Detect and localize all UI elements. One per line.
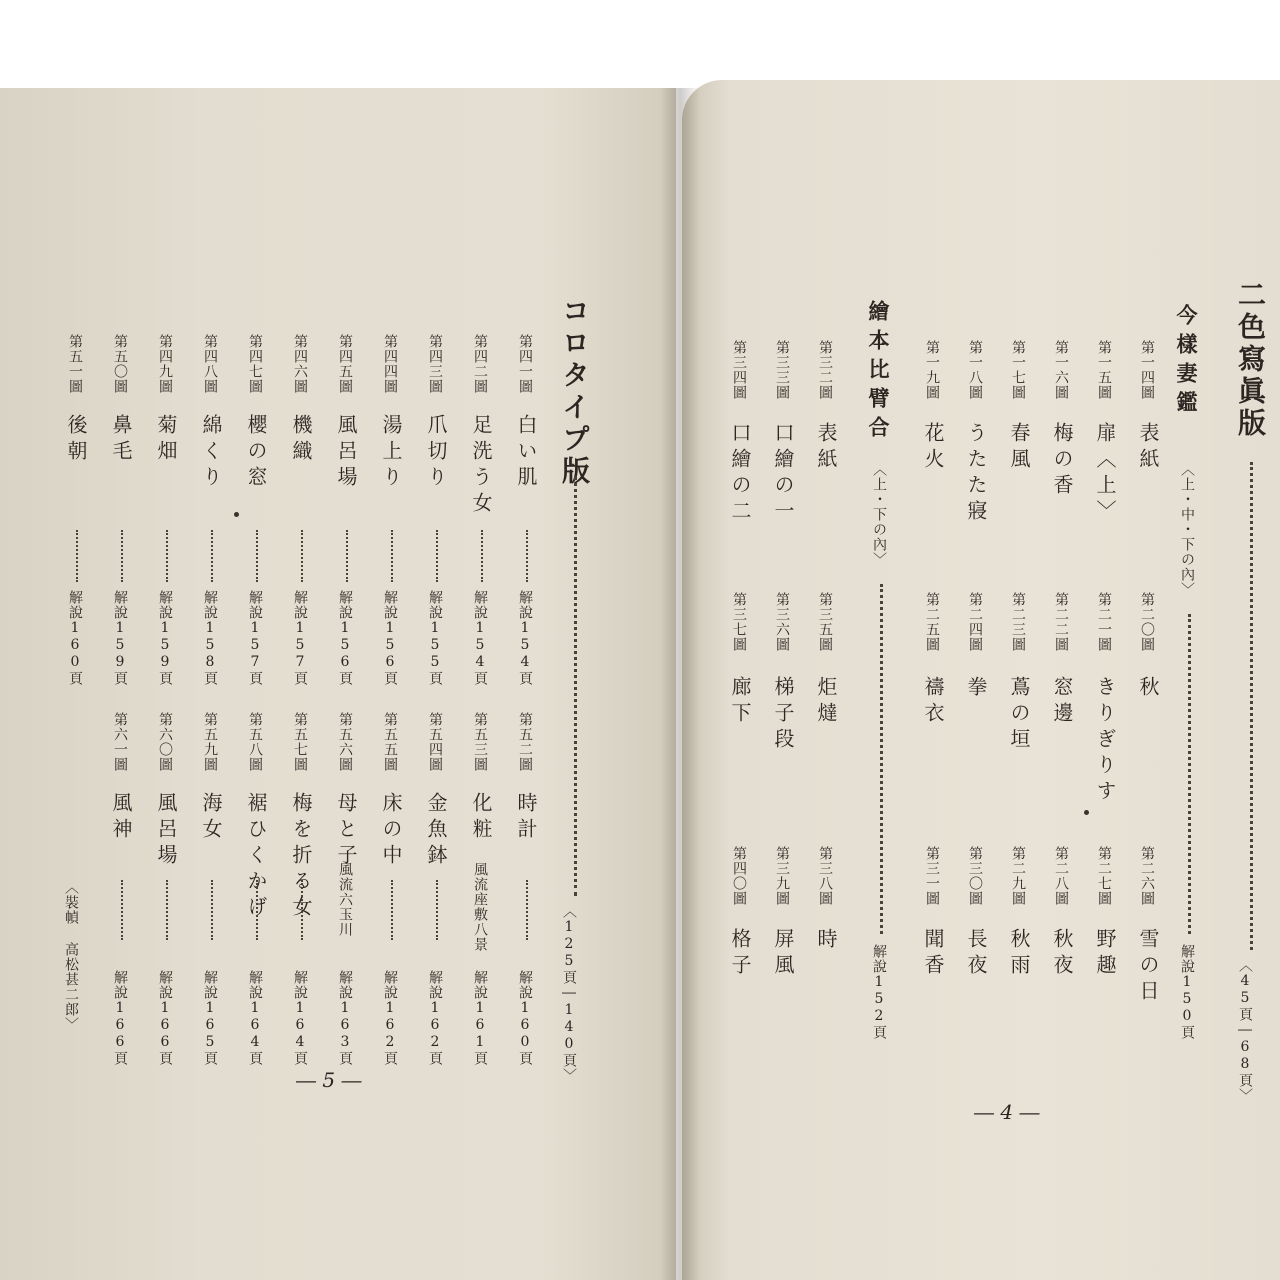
figure-number: 第四四圖 bbox=[382, 334, 398, 394]
figure-number: 第五一圖 bbox=[67, 334, 83, 394]
right-heading-range: 〈45頁―68頁〉 bbox=[1237, 958, 1253, 1103]
entry-title: 裾ひくかげ bbox=[244, 792, 268, 922]
left-heading-range: 〈125頁―140頁〉 bbox=[561, 904, 577, 1083]
section2-leader bbox=[880, 584, 883, 934]
entry-title: きりぎりす bbox=[1093, 676, 1117, 806]
figure-number: 第五九圖 bbox=[202, 712, 218, 772]
entry-title: 長夜 bbox=[964, 928, 988, 980]
figure-number: 第二二圖 bbox=[1053, 592, 1069, 652]
entry-title: 綿くり bbox=[199, 414, 223, 492]
entry-title: 禱衣 bbox=[921, 676, 945, 728]
entry-leader bbox=[301, 530, 303, 582]
entry-leader bbox=[166, 880, 168, 940]
figure-number: 第五二圖 bbox=[517, 712, 533, 772]
figure-number: 第五六圖 bbox=[337, 712, 353, 772]
section1-title: 今樣妻鑑 bbox=[1174, 304, 1199, 420]
entry-title: 風呂場 bbox=[334, 414, 358, 492]
entry-title: 海女 bbox=[199, 792, 223, 844]
entry-title: 時計 bbox=[514, 792, 538, 844]
entry-title: 風神 bbox=[109, 792, 133, 844]
entry-title: 格子 bbox=[728, 928, 752, 980]
figure-number: 第五八圖 bbox=[247, 712, 263, 772]
figure-number: 第四九圖 bbox=[157, 334, 173, 394]
figure-number: 第二三圖 bbox=[1010, 592, 1026, 652]
entry-title: 聞香 bbox=[921, 928, 945, 980]
entry-title: 後朝 bbox=[64, 414, 88, 466]
figure-number: 第五三圖 bbox=[472, 712, 488, 772]
figure-number: 第二五圖 bbox=[924, 592, 940, 652]
figure-number: 第五四圖 bbox=[427, 712, 443, 772]
entry-title: 秋雨 bbox=[1007, 928, 1031, 980]
right-heading: 二色寫眞版 bbox=[1234, 280, 1267, 440]
page-ref: 解說159頁 bbox=[157, 590, 173, 686]
right-folio: ― 4 ― bbox=[974, 1100, 1040, 1124]
entry-leader bbox=[436, 530, 438, 582]
entry-title: 口繪の二 bbox=[728, 422, 752, 526]
figure-number: 第二〇圖 bbox=[1139, 592, 1155, 652]
figure-number: 第一九圖 bbox=[924, 340, 940, 400]
figure-number: 第一五圖 bbox=[1096, 340, 1112, 400]
entry-title: 母と子 bbox=[334, 792, 358, 870]
figure-number: 第三五圖 bbox=[817, 592, 833, 652]
page-ref: 解說160頁 bbox=[67, 590, 83, 686]
entry-title: 梅を折る女 bbox=[289, 792, 313, 922]
entry-leader bbox=[121, 530, 123, 582]
page-ref: 解說157頁 bbox=[292, 590, 308, 686]
page-ref: 解說160頁 bbox=[517, 970, 533, 1066]
figure-number: 第一四圖 bbox=[1139, 340, 1155, 400]
entry-title: 表紙 bbox=[814, 422, 838, 474]
entry-title: 蔦の垣 bbox=[1007, 676, 1031, 754]
figure-number: 第一八圖 bbox=[967, 340, 983, 400]
section2-scope: 〈上・下の內〉 bbox=[871, 462, 887, 567]
entry-leader bbox=[301, 880, 303, 940]
entry-leader bbox=[211, 880, 213, 940]
entry-title: 櫻の窓 bbox=[244, 414, 268, 492]
section2-ref: 解說152頁 bbox=[871, 944, 887, 1040]
page-ref: 解說162頁 bbox=[427, 970, 443, 1066]
entry-title: 春風 bbox=[1007, 422, 1031, 474]
entry-title: 野趣 bbox=[1093, 928, 1117, 980]
figure-number: 第四五圖 bbox=[337, 334, 353, 394]
entry-title: 足洗う女 bbox=[469, 414, 493, 518]
entry-title: 床の中 bbox=[379, 792, 403, 870]
entry-title: 鼻毛 bbox=[109, 414, 133, 466]
page-ref: 解說157頁 bbox=[247, 590, 263, 686]
figure-number: 第二一圖 bbox=[1096, 592, 1112, 652]
entry-title: 白い肌 bbox=[514, 414, 538, 492]
figure-number: 第二六圖 bbox=[1139, 846, 1155, 906]
entry-note: 風流六玉川 bbox=[337, 862, 353, 937]
entry-leader bbox=[76, 530, 78, 582]
entry-title: 菊畑 bbox=[154, 414, 178, 466]
figure-number: 第三九圖 bbox=[774, 846, 790, 906]
entry-leader bbox=[256, 530, 258, 582]
page-ref: 解說159頁 bbox=[112, 590, 128, 686]
figure-number: 第二九圖 bbox=[1010, 846, 1026, 906]
figure-number: 第三一圖 bbox=[924, 846, 940, 906]
entry-leader bbox=[346, 530, 348, 582]
left-folio: ― 5 ― bbox=[296, 1068, 362, 1092]
entry-title: 風呂場 bbox=[154, 792, 178, 870]
entry-leader bbox=[526, 880, 528, 940]
entry-leader bbox=[391, 530, 393, 582]
entry-title: 廊下 bbox=[728, 676, 752, 728]
figure-number: 第四一圖 bbox=[517, 334, 533, 394]
page-ref: 解說161頁 bbox=[472, 970, 488, 1066]
figure-number: 第三七圖 bbox=[731, 592, 747, 652]
figure-number: 第四六圖 bbox=[292, 334, 308, 394]
page-ref: 解說164頁 bbox=[247, 970, 263, 1066]
page-ref: 解說158頁 bbox=[202, 590, 218, 686]
section1-ref: 解說150頁 bbox=[1179, 944, 1195, 1040]
entry-leader bbox=[391, 880, 393, 940]
figure-number: 第一六圖 bbox=[1053, 340, 1069, 400]
left-heading-leader bbox=[574, 476, 577, 896]
entry-leader bbox=[481, 530, 483, 582]
entry-title: 表紙 bbox=[1136, 422, 1160, 474]
page-ref: 解說154頁 bbox=[472, 590, 488, 686]
figure-number: 第四三圖 bbox=[427, 334, 443, 394]
entry-title: 化粧 bbox=[469, 792, 493, 844]
figure-number: 第六〇圖 bbox=[157, 712, 173, 772]
figure-number: 第四二圖 bbox=[472, 334, 488, 394]
entry-title: 時 bbox=[814, 928, 838, 954]
entry-title: 花火 bbox=[921, 422, 945, 474]
figure-number: 第三二圖 bbox=[817, 340, 833, 400]
figure-number: 第二四圖 bbox=[967, 592, 983, 652]
page-ref: 解說166頁 bbox=[112, 970, 128, 1066]
figure-number: 第三〇圖 bbox=[967, 846, 983, 906]
entry-title: 窓邊 bbox=[1050, 676, 1074, 728]
entry-leader bbox=[211, 530, 213, 582]
entry-leader bbox=[526, 530, 528, 582]
entry-title: 炬燵 bbox=[814, 676, 838, 728]
entry-title: 口繪の一 bbox=[771, 422, 795, 526]
figure-number: 第四七圖 bbox=[247, 334, 263, 394]
entry-leader bbox=[166, 530, 168, 582]
figure-number: 第四〇圖 bbox=[731, 846, 747, 906]
entry-title: 拳 bbox=[964, 676, 988, 702]
section1-scope: 〈上・中・下の內〉 bbox=[1179, 462, 1195, 597]
entry-title: 機織 bbox=[289, 414, 313, 466]
binding-note: 〈裝幀 高松甚二郎〉 bbox=[63, 880, 79, 1032]
page-ref: 解說166頁 bbox=[157, 970, 173, 1066]
entry-title: うたた寢 bbox=[964, 422, 988, 526]
page-ref: 解說162頁 bbox=[382, 970, 398, 1066]
figure-number: 第六一圖 bbox=[112, 712, 128, 772]
entry-title: 梯子段 bbox=[771, 676, 795, 754]
entry-title: 梅の香 bbox=[1050, 422, 1074, 500]
entry-leader bbox=[436, 880, 438, 940]
section2-title: 繪本比臂合 bbox=[866, 300, 891, 445]
figure-number: 第四八圖 bbox=[202, 334, 218, 394]
figure-number: 第三三圖 bbox=[774, 340, 790, 400]
page-ref: 解說165頁 bbox=[202, 970, 218, 1066]
figure-number: 第一七圖 bbox=[1010, 340, 1026, 400]
page-ref: 解說155頁 bbox=[427, 590, 443, 686]
entry-title: 湯上り bbox=[379, 414, 403, 492]
figure-number: 第五〇圖 bbox=[112, 334, 128, 394]
figure-number: 第五五圖 bbox=[382, 712, 398, 772]
figure-number: 第三八圖 bbox=[817, 846, 833, 906]
figure-number: 第三四圖 bbox=[731, 340, 747, 400]
figure-number: 第二八圖 bbox=[1053, 846, 1069, 906]
entry-leader bbox=[256, 880, 258, 940]
entry-note: 風流座敷八景 bbox=[472, 862, 488, 952]
section1-leader bbox=[1188, 614, 1191, 934]
page-ref: 解說154頁 bbox=[517, 590, 533, 686]
entry-title: 雪の日 bbox=[1136, 928, 1160, 1006]
left-heading: コロタイプ版 bbox=[558, 296, 591, 488]
right-heading-leader bbox=[1250, 462, 1253, 950]
print-speck bbox=[234, 512, 239, 517]
entry-title: 秋夜 bbox=[1050, 928, 1074, 980]
page-ref: 解說164頁 bbox=[292, 970, 308, 1066]
figure-number: 第三六圖 bbox=[774, 592, 790, 652]
entry-title: 屏風 bbox=[771, 928, 795, 980]
entry-leader bbox=[121, 880, 123, 940]
entry-title: 金魚鉢 bbox=[424, 792, 448, 870]
page-ref: 解說156頁 bbox=[382, 590, 398, 686]
entry-title: 秋 bbox=[1136, 676, 1160, 702]
figure-number: 第二七圖 bbox=[1096, 846, 1112, 906]
page-ref: 解說156頁 bbox=[337, 590, 353, 686]
page-ref: 解說163頁 bbox=[337, 970, 353, 1066]
figure-number: 第五七圖 bbox=[292, 712, 308, 772]
entry-title: 扉〈上〉 bbox=[1093, 422, 1117, 526]
entry-title: 爪切り bbox=[424, 414, 448, 492]
print-speck bbox=[1084, 810, 1089, 815]
book-gutter bbox=[660, 88, 700, 1280]
